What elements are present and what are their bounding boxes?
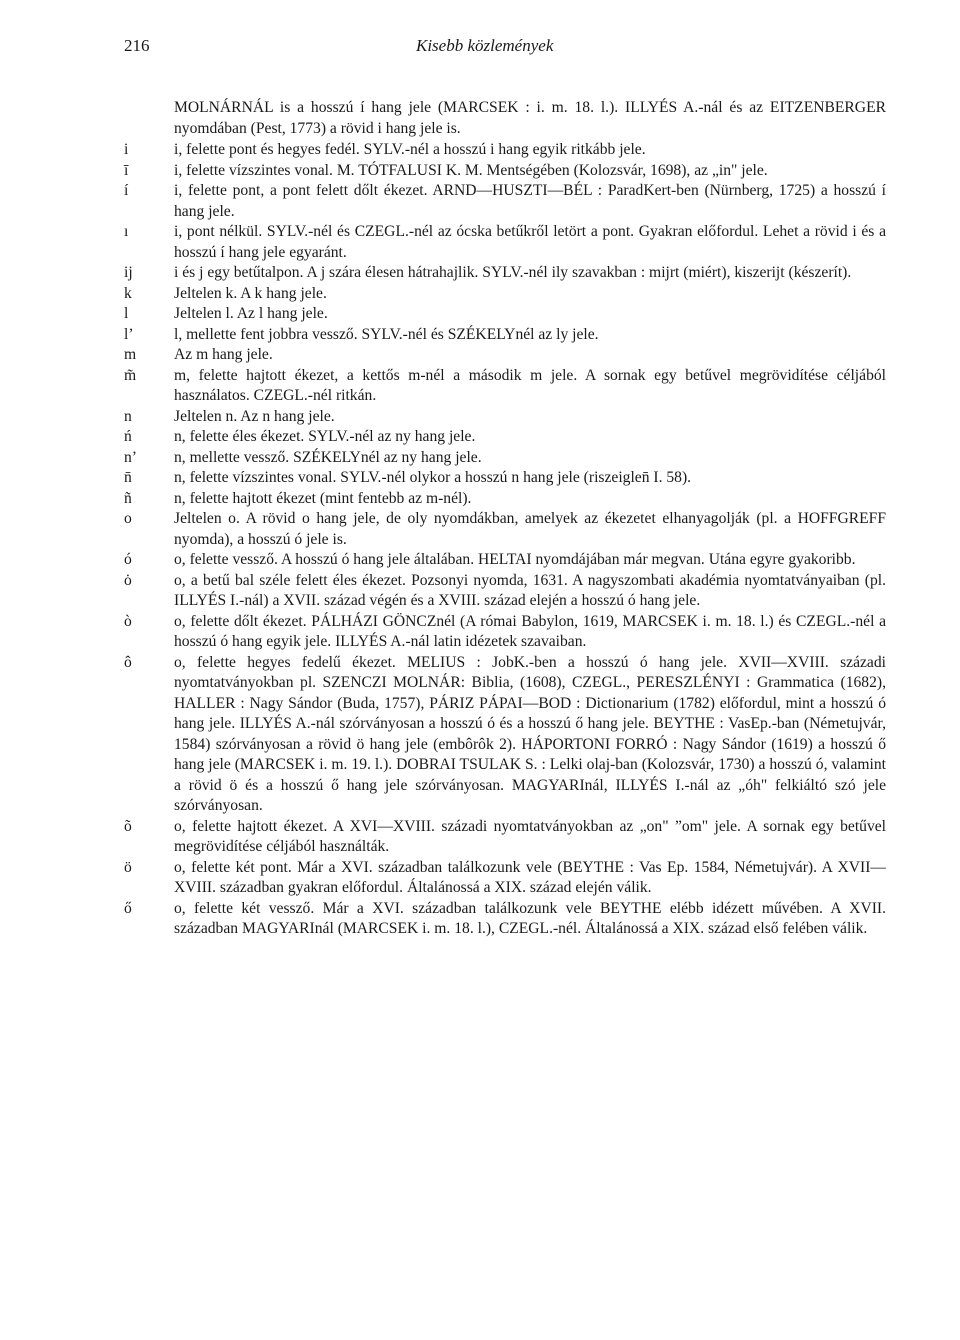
entry-letter-form: ȯ xyxy=(124,571,132,589)
letter-entry xyxy=(124,489,886,510)
letter-entry xyxy=(124,407,886,428)
running-title: Kisebb közlemények xyxy=(416,36,554,55)
entry-description: i, felette pont és hegyes fedél. SYLV.-nél a hosszú i hang egyik ritkább jele. xyxy=(174,141,646,158)
page-number: 216 xyxy=(124,36,150,55)
entry-letter-form: m̃ xyxy=(124,366,137,384)
letter-entry xyxy=(124,304,886,325)
letter-entry xyxy=(124,817,886,858)
letter-entry xyxy=(124,181,886,222)
entry-description: n, mellette vessző. SZÉKELYnél az ny hang jele. xyxy=(174,448,482,466)
entry-description: i, felette pont, a pont felett dőlt ékezet. ARND—HUSZTI—BÉL : ParadKert-ben (Nürnberg, 1725) a hosszú í hang jele. xyxy=(174,182,886,220)
entry-description: i és j egy betűtalpon. A j szára élesen hátrahajlik. SYLV.-nél ily szavakban : mijrt (miért), kiszerijt (készerít). xyxy=(174,264,852,281)
entry-description: o, a betű bal széle felett éles ékezet. Pozsonyi nyomda, 1631. A nagyszombati akadémia nyomtatványaiban (pl. ILLYÉS I.-nál) a XVII. század végén és a XVIII. század elején a hosszú ó hang jele. xyxy=(174,571,886,609)
entry-description: o, felette dőlt ékezet. PÁLHÁZI GÖNCZnél (A római Babylon, 1619, MARCSEK i. m. 18. l.) és CZEGL.-nél a hosszú ó hang egyik jele. ILLYÉS A.-nál latin idézetek szavaiban. xyxy=(174,612,886,650)
letter-entry xyxy=(124,222,886,263)
entry-description: i, felette vízszintes vonal. M. TÓTFALUSI K. M. Mentségében (Kolozsvár, 1698), az „in" jele. xyxy=(174,161,768,179)
entry-description: o, felette vessző. A hosszú ó hang jele általában. HELTAI nyomdájában már megvan. Utána egyre gyakoribb. xyxy=(174,551,856,568)
entry-description: o, felette két vessző. Már a XVI. században találkozunk vele BEYTHE elébb idézett művében. A XVII. században MAGYARInál (MARCSEK i. m. 18. l.), CZEGL.-nél. Általánossá a XIX. század első felében válik. xyxy=(174,899,886,937)
entry-description: l, mellette fent jobbra vessző. SYLV.-nél és SZÉKELYnél az ly jele. xyxy=(174,325,599,343)
entry-description: o, felette hegyes fedelű ékezet. MELIUS : JobK.-ben a hosszú ó hang jele. XVII—XVIII. századi nyomtatványokban pl. SZENCZI MOLNÁR: Biblia, (1608), CZEGL., PERESZLÉNYI : Grammatica (1682), HALLER : Nagy Sándor (Buda, 1757), PÁRIZ PÁPAI—BOD : Dictionarium (1782) előfordul, mint a hosszú ó hang jele. ILLYÉS A.-nál szórványosan a hosszú ó és a hosszú ő hang jele. BEYTHE : VasEp.-ban (Németujvár, 1584) szórványosan a rövid ö hang jele (embôrôk 2). HÁPORTONI FORRÓ : Nagy Sándor (1619) a hosszú ő hang jele (MARCSEK i. m. 19. l.). DOBRAI TSULAK S. : Lelki olaj-ban (Kolozsvár, 1730) a hosszú ó, valamint a rövid ö és a hosszú ő hang jele szórványosan. MAGYARInál, ILLYÉS I.-nál az „óh" felkiáltó szó jele szórványosan. xyxy=(174,653,886,814)
entry-letter-form: i xyxy=(124,141,129,158)
letter-entry xyxy=(124,325,886,346)
letter-entry xyxy=(124,858,886,899)
entry-description: Jeltelen o. A rövid o hang jele, de oly nyomdákban, amelyek az ékezetet elhanyagolják (pl. a HOFFGREFF nyomda), a hosszú ó jele is. xyxy=(174,510,886,548)
letter-entry xyxy=(124,612,886,653)
entry-description: o, felette hajtott ékezet. A XVI—XVIII. századi nyomtatványokban az „on" ”om" jele. A sornak egy betűvel megrövidítése céljából használták. xyxy=(174,817,886,855)
entry-letter-form: ń xyxy=(124,428,132,445)
entry-letter-form: ő xyxy=(124,899,132,917)
entry-letter-form: o xyxy=(124,510,132,527)
letter-entry xyxy=(124,468,886,489)
entry-letter-form: n xyxy=(124,407,132,425)
entry-letter-form: í xyxy=(124,182,129,199)
letter-entries-list xyxy=(124,140,886,940)
entry-letter-form: ij xyxy=(124,264,133,281)
letter-entry xyxy=(124,571,886,612)
entry-letter-form: ı xyxy=(124,223,129,240)
intro-paragraph: MOLNÁRNÁL is a hosszú í hang jele (MARCSEK : i. m. 18. l.). ILLYÉS A.-nál és az EITZENBERGER nyomdában (Pest, 1773) a rövid i hang jele is. xyxy=(174,99,886,137)
letter-entry xyxy=(124,366,886,407)
entry-letter-form: n̄ xyxy=(124,469,132,486)
entry-description: n, felette hajtott ékezet (mint fentebb az m-nél). xyxy=(174,489,472,507)
entry-description: n, felette éles ékezet. SYLV.-nél az ny hang jele. xyxy=(174,428,476,445)
letter-entry xyxy=(124,345,886,366)
entry-description: o, felette két pont. Már a XVI. században találkozunk vele (BEYTHE : Vas Ep. 1584, Németujvár). A XVII—XVIII. században gyakran előfordul. Általánossá a XIX. század elején válik. xyxy=(174,858,886,896)
entry-letter-form: ó xyxy=(124,551,132,568)
entry-letter-form: ö xyxy=(124,858,132,876)
entry-letter-form: õ xyxy=(124,817,132,835)
letter-entry xyxy=(124,284,886,305)
entry-letter-form: m xyxy=(124,346,137,363)
entry-letter-form: l xyxy=(124,305,129,322)
entry-letter-form: l’ xyxy=(124,325,134,343)
entry-letter-form: ô xyxy=(124,653,132,671)
entry-description: i, pont nélkül. SYLV.-nél és CZEGL.-nél az ócska betűkről letört a pont. Gyakran előfordul. Lehet a rövid i és a hosszú í hang jele egyaránt. xyxy=(174,223,886,261)
entry-description: Jeltelen l. Az l hang jele. xyxy=(174,305,328,322)
letter-entry xyxy=(124,140,886,161)
entry-letter-form: n’ xyxy=(124,448,137,466)
entry-letter-form: ī xyxy=(124,161,129,179)
letter-entry xyxy=(124,550,886,571)
letter-entry xyxy=(124,899,886,940)
entry-description: Az m hang jele. xyxy=(174,346,273,363)
entry-letter-form: ñ xyxy=(124,489,132,507)
entry-letter-form: ò xyxy=(124,612,132,630)
entry-description: n, felette vízszintes vonal. SYLV.-nél olykor a hosszú n hang jele (riszeiglen̄ I. 58). xyxy=(174,469,692,486)
entry-description: m, felette hajtott ékezet, a kettős m-nél a második m jele. A sornak egy betűvel megrövidítése céljából használatos. CZEGL.-nél ritkán. xyxy=(174,366,886,404)
letter-entry xyxy=(124,448,886,469)
letter-entry xyxy=(124,161,886,182)
entry-letter-form: k xyxy=(124,284,132,302)
entry-description: Jeltelen n. Az n hang jele. xyxy=(174,407,335,425)
letter-entry xyxy=(124,263,886,284)
letter-entry xyxy=(124,653,886,817)
letter-entry xyxy=(124,427,886,448)
letter-entry xyxy=(124,509,886,550)
entry-description: Jeltelen k. A k hang jele. xyxy=(174,284,327,302)
